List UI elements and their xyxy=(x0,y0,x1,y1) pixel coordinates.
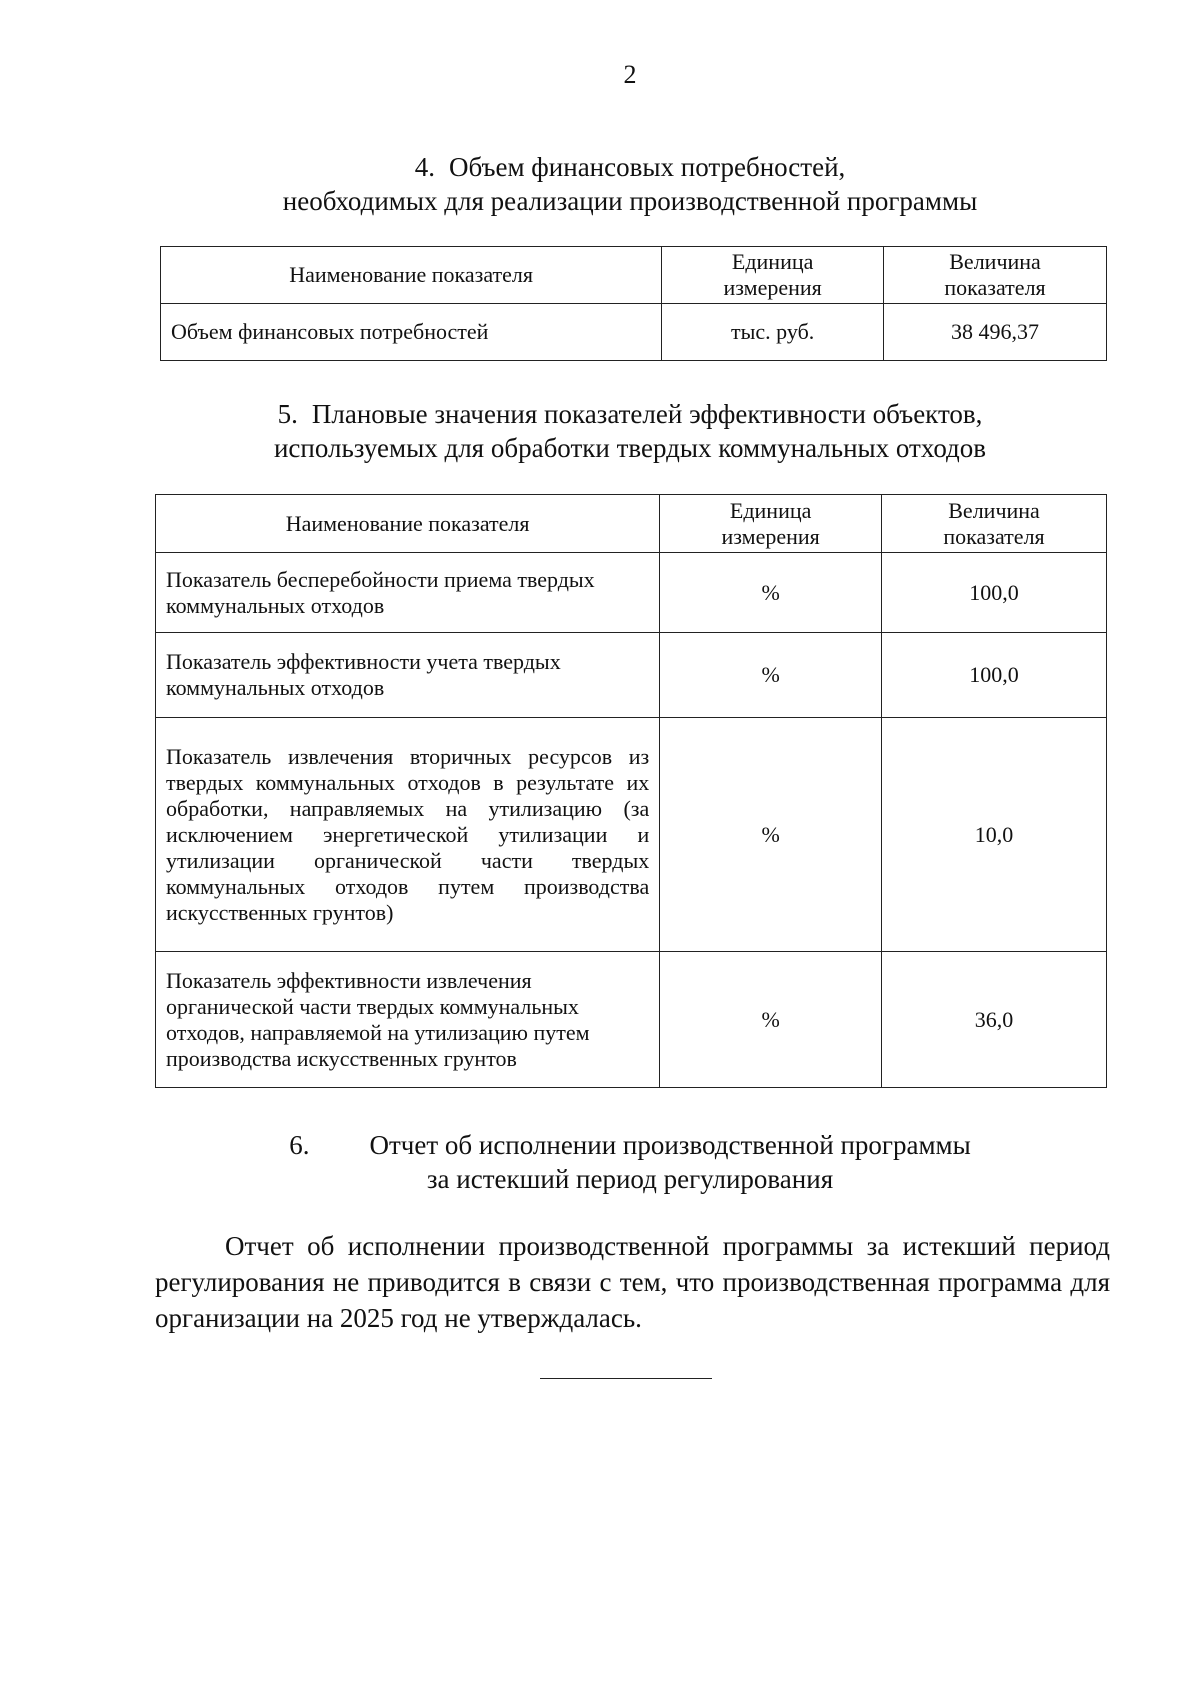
table-row xyxy=(161,304,1107,361)
table-row xyxy=(156,952,1107,1088)
row-name: Показатель извлечения вторичных ресурсов из твердых коммунальных отходов в результате их обработки, направляемых на утилизацию (за исключением энергетической утилизации и утилизации органической части твердых коммунальных отходов путем производства искусственных грунтов) xyxy=(156,718,660,952)
section-4-title-line1: 4. Объем финансовых потребностей, xyxy=(414,152,846,182)
header-name: Наименование показателя xyxy=(161,247,662,304)
row-name: Показатель эффективности извлечения органической части твердых коммунальных отходов, направляемой на утилизацию путем производства искусственных грунтов xyxy=(156,952,660,1088)
header-name: Наименование показателя xyxy=(156,495,660,553)
row-name: Показатель эффективности учета твердых коммунальных отходов xyxy=(156,633,660,718)
section-6-number: 6. xyxy=(289,1130,310,1160)
row-value: 100,0 xyxy=(882,553,1107,633)
table-row xyxy=(156,718,1107,952)
row-value: 36,0 xyxy=(882,952,1107,1088)
row-unit: % xyxy=(660,952,882,1088)
header-value: Величина показателя xyxy=(884,247,1107,304)
financial-needs-table xyxy=(160,246,1107,361)
header-unit: Единица измерения xyxy=(662,247,884,304)
section-4-heading xyxy=(0,150,1200,218)
section-6-title-line2: за истекший период регулирования xyxy=(426,1164,834,1194)
row-name: Объем финансовых потребностей xyxy=(161,304,662,361)
section-4-title-line2: необходимых для реализации производственной программы xyxy=(282,186,978,216)
table-header-row xyxy=(156,495,1107,553)
header-unit: Единица измерения xyxy=(660,495,882,553)
section-5-title-line1: 5. Плановые значения показателей эффективности объектов, xyxy=(277,399,983,429)
row-value: 10,0 xyxy=(882,718,1107,952)
row-unit: тыс. руб. xyxy=(662,304,884,361)
section-4-number: 4. xyxy=(414,152,435,182)
row-value: 38 496,37 xyxy=(884,304,1107,361)
section-5-heading xyxy=(0,397,1200,465)
report-paragraph xyxy=(155,1228,1110,1336)
efficiency-indicators-table xyxy=(155,494,1107,1088)
row-unit: % xyxy=(660,718,882,952)
section-5-title-line2: используемых для обработки твердых коммунальных отходов xyxy=(273,433,987,463)
table-row xyxy=(156,553,1107,633)
header-value: Величина показателя xyxy=(882,495,1107,553)
section-5-number: 5. xyxy=(277,399,298,429)
table-row xyxy=(156,633,1107,718)
page-number: 2 xyxy=(623,60,637,89)
section-6-heading xyxy=(0,1128,1200,1196)
row-name: Показатель бесперебойности приема твердых коммунальных отходов xyxy=(156,553,660,633)
row-value: 100,0 xyxy=(882,633,1107,718)
report-paragraph-text: Отчет об исполнении производственной программы за истекший период регулирования не приводится в связи с тем, что производственная программа для организации на 2025 год не утверждалась. xyxy=(155,1231,1110,1333)
row-unit: % xyxy=(660,553,882,633)
table-header-row xyxy=(161,247,1107,304)
section-6-title-line1: 6. Отчет об исполнении производственной программы xyxy=(289,1130,971,1160)
row-unit: % xyxy=(660,633,882,718)
end-divider xyxy=(540,1378,712,1379)
